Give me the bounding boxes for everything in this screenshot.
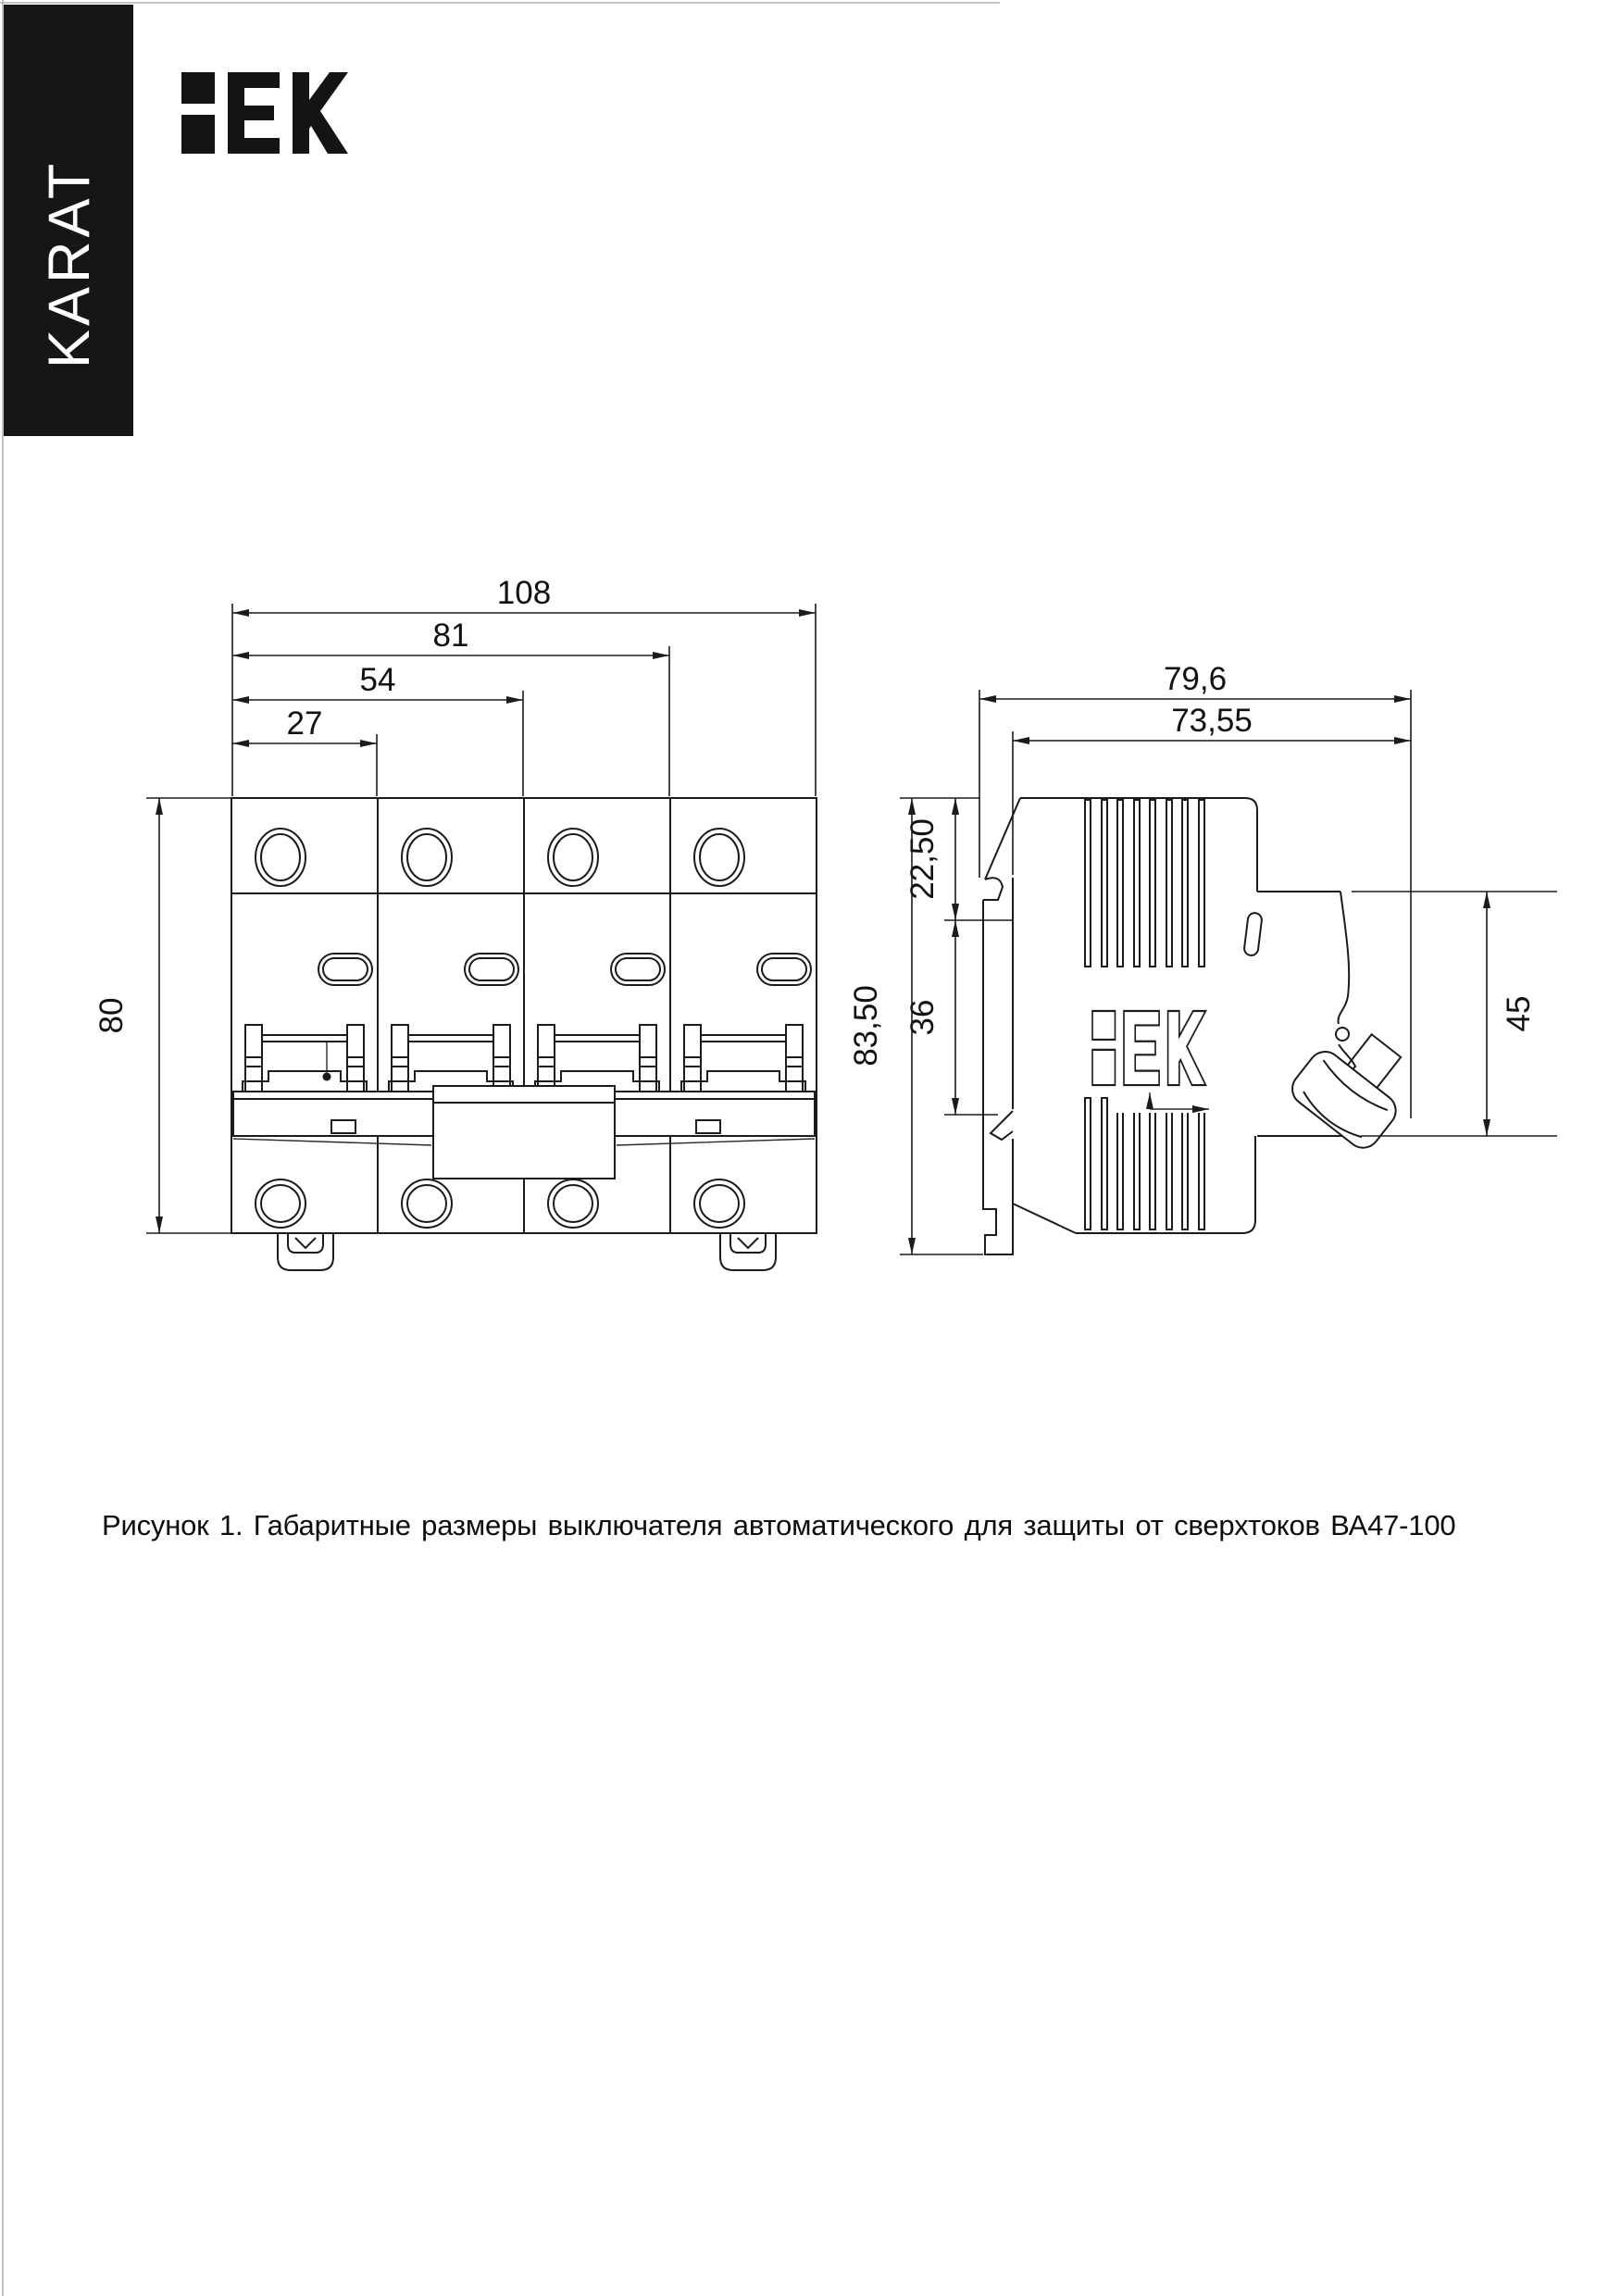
logo-position-arrows: [1109, 1087, 1215, 1113]
iek-logo-mark: [181, 72, 348, 154]
figure-caption: Рисунок 1. Габаритные размеры выключателя автоматического для защиты от сверхтоков ВА47-100: [102, 1509, 1456, 1541]
dim-label-45: 45: [1501, 995, 1537, 1032]
karat-brand-text: KARAT: [37, 159, 102, 368]
dim-top-section: [900, 798, 1013, 920]
dim-label-73-55: 73,55: [1171, 703, 1253, 739]
karat-sidebar: [4, 5, 133, 436]
side-vent-slot-icon: [1243, 912, 1262, 955]
iek-logo: [181, 72, 348, 154]
dim-depth-body: [1013, 703, 1411, 875]
toggle-handle-side: [1286, 1015, 1427, 1154]
dim-label-54: 54: [359, 662, 396, 698]
side-view: [848, 661, 1557, 1254]
mounting-feet: [278, 1233, 776, 1270]
dim-label-108: 108: [496, 575, 552, 611]
rib-lines: [1085, 800, 1204, 1229]
front-face-profile-upper: [1338, 892, 1349, 1024]
dim-height-front: [94, 798, 231, 1233]
side-body-outline: [983, 798, 1355, 1254]
dim-width-2-poles: [232, 662, 523, 796]
dim-width-1-pole: [232, 705, 377, 796]
dim-label-83-50: 83,50: [848, 985, 884, 1067]
dim-label-80: 80: [94, 997, 130, 1034]
dim-label-81: 81: [432, 618, 469, 654]
front-view: [94, 575, 817, 1270]
central-handle-grip: [433, 1086, 615, 1179]
iek-embossed-logo: [1092, 1011, 1205, 1085]
pivot-hole-icon: [1336, 1028, 1349, 1041]
dim-label-22-50: 22,50: [904, 818, 941, 900]
dim-width-total: [232, 575, 816, 796]
din-clip-body: [983, 1139, 1013, 1254]
dim-label-27: 27: [286, 705, 323, 742]
toggle-knob: [1286, 1045, 1403, 1154]
dim-label-36: 36: [904, 999, 941, 1036]
dim-label-79-6: 79,6: [1163, 661, 1228, 697]
